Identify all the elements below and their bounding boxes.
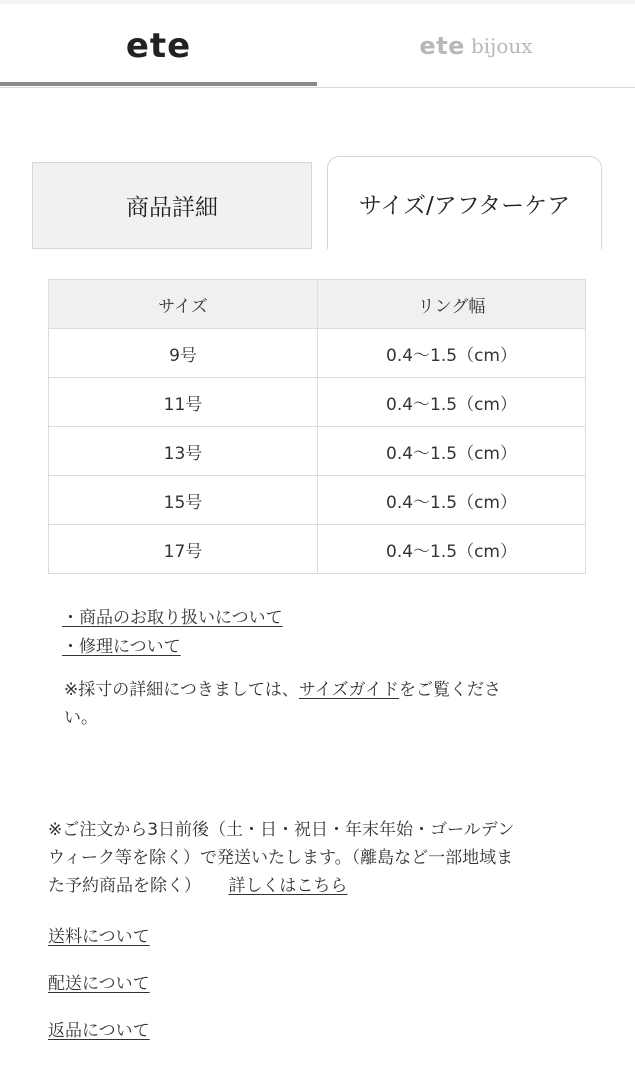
cell-size: 13号: [49, 427, 318, 476]
cell-ring-width: 0.4〜1.5（cm）: [318, 476, 586, 525]
tab-size-aftercare[interactable]: [327, 156, 602, 249]
handling-link[interactable]: ・商品のお取り扱いについて: [62, 608, 283, 628]
brand-tab-ete-bijoux[interactable]: [317, 4, 635, 88]
tab-size-aftercare-label: サイズ/アフターケア: [358, 192, 571, 219]
cell-ring-width: 0.4〜1.5（cm）: [318, 427, 586, 476]
shipping-note-line2: ウィーク等を除く）で発送いたします。（離島など一部地域ま: [48, 848, 514, 868]
header-size: サイズ: [49, 280, 318, 329]
cell-ring-width: 0.4〜1.5（cm）: [318, 378, 586, 427]
ete-bijoux-logo-brand: ete: [419, 32, 465, 60]
brand-tab-ete[interactable]: [0, 4, 317, 88]
table-row: [49, 378, 586, 427]
cell-ring-width: 0.4〜1.5（cm）: [318, 329, 586, 378]
returns-link[interactable]: 返品について: [48, 1021, 150, 1041]
shipping-note-line3: た予約商品を除く）: [48, 876, 201, 896]
cell-size: 15号: [49, 476, 318, 525]
table-header-row: [49, 280, 586, 329]
tab-product-details[interactable]: [32, 162, 312, 249]
size-note-suffix: をご覧くださ: [399, 680, 502, 700]
brand-tab-bar: [0, 0, 635, 88]
size-guide-note: [64, 676, 584, 732]
ete-bijoux-logo-sub: bijoux: [470, 34, 533, 58]
cell-size: 17号: [49, 525, 318, 574]
header-ring-width: リング幅: [318, 280, 586, 329]
delivery-link[interactable]: 配送について: [48, 974, 150, 994]
shipping-note-line1: ※ご注文から3日前後（土・日・祝日・年末年始・ゴールデン: [48, 820, 515, 840]
shipping-note: [48, 816, 608, 900]
table-row: [49, 427, 586, 476]
size-note-prefix: ※採寸の詳細につきましては、: [64, 680, 299, 700]
details-link[interactable]: 詳しくはこちら: [228, 876, 348, 896]
size-guide-link[interactable]: サイズガイド: [298, 680, 400, 700]
shipping-fee-link[interactable]: 送料について: [48, 927, 150, 947]
table-row: [49, 329, 586, 378]
size-table: [48, 279, 586, 574]
repair-link[interactable]: ・修理について: [62, 637, 181, 657]
size-note-suffix-2: い。: [64, 708, 98, 728]
cell-size: 9号: [49, 329, 318, 378]
cell-size: 11号: [49, 378, 318, 427]
table-row: [49, 525, 586, 574]
cell-ring-width: 0.4〜1.5（cm）: [318, 525, 586, 574]
ete-logo: ete: [125, 26, 192, 66]
table-row: [49, 476, 586, 525]
tab-product-details-label: 商品詳細: [126, 195, 218, 221]
active-brand-indicator: [0, 82, 317, 86]
